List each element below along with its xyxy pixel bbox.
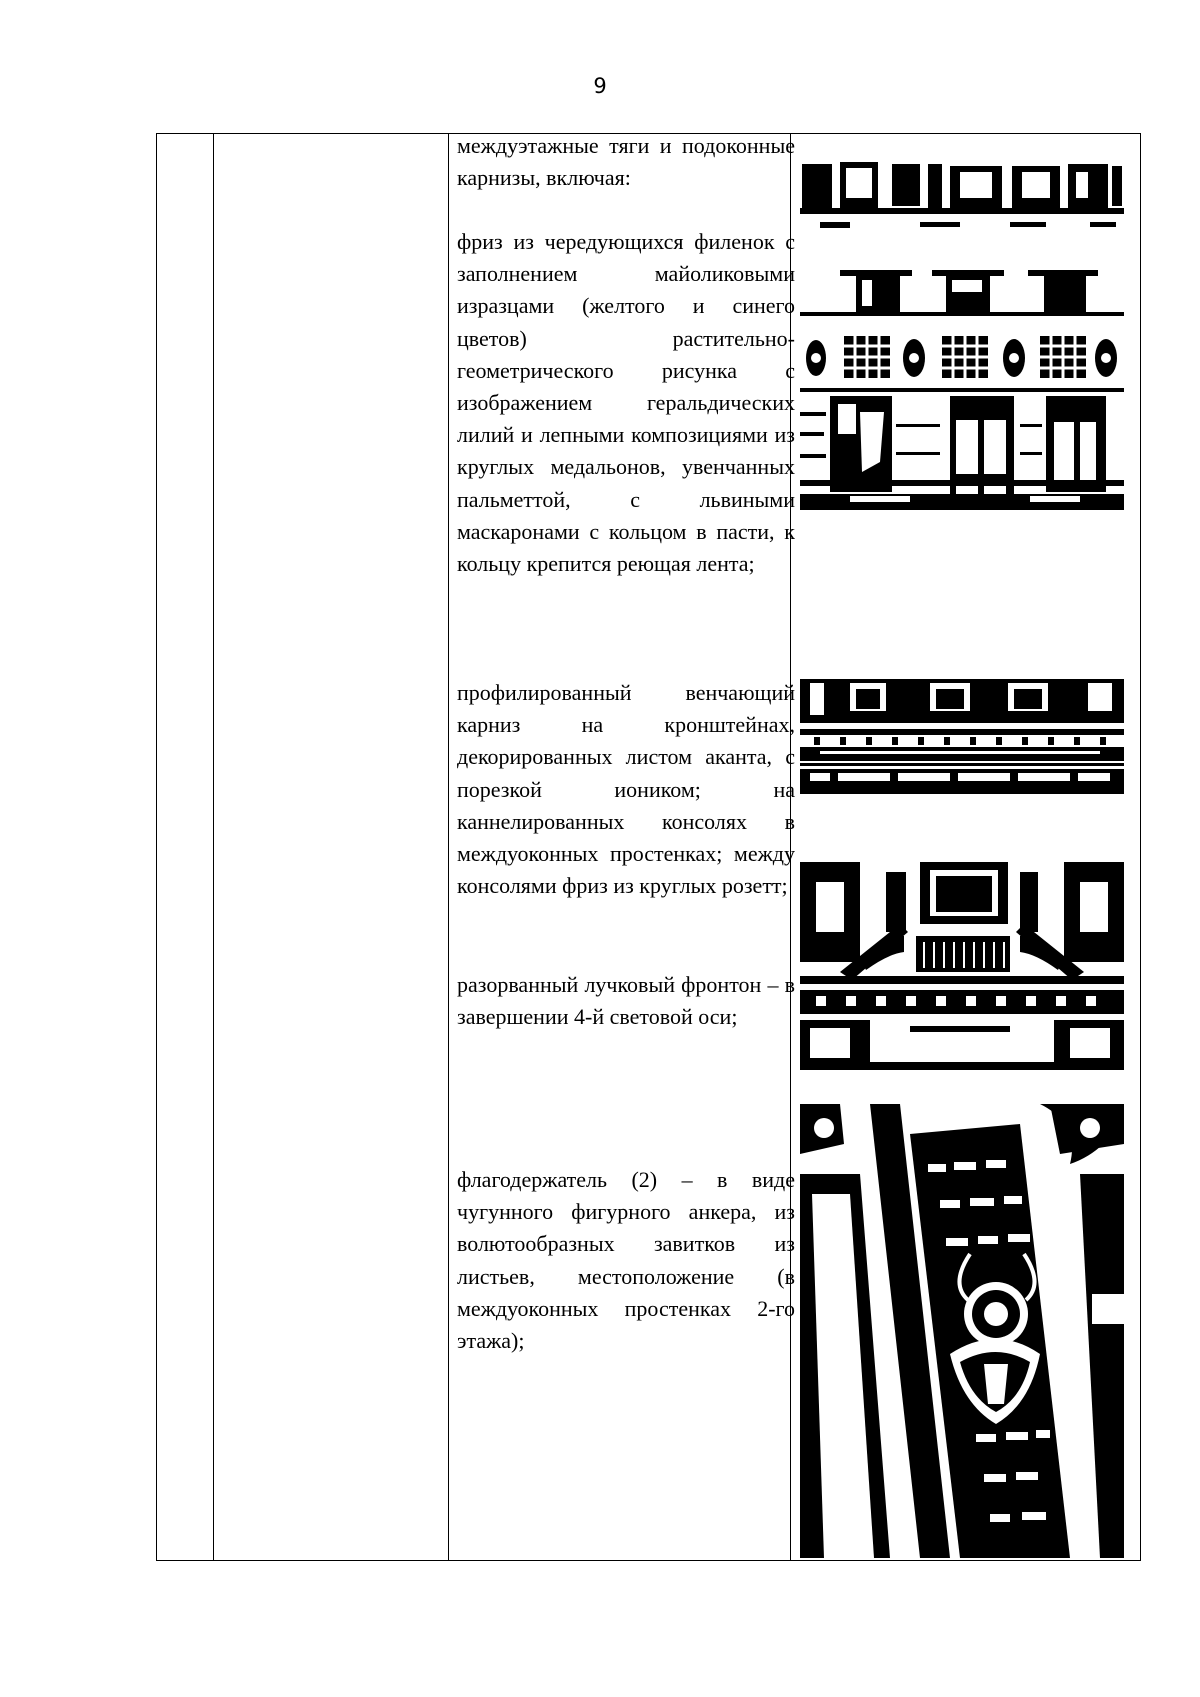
text-crowning-cornice: профилированный венчающий карниз на кронштейнах, декорированных листом аканта, с порезкой иоником; на каннелированных консолях в междуоконных простенках; между консолями фриз из круглых розетт; <box>457 680 795 899</box>
text-frieze-description: фриз из чередующихся филенок с заполнением майоликовыми изразцами (желтого и синего цветов) растительно-геометрического рисунка с изображением геральдических лилий и лепными композициями из круглых медальонов, увенчанных пальметтой, с львиными маскаронами с кольцом в пасти, к кольцу крепится реющая лента; <box>457 229 795 577</box>
page-number: 9 <box>593 74 607 98</box>
column-divider-1 <box>213 134 214 1560</box>
flag-holder-photo <box>800 1104 1124 1558</box>
monument-features-table <box>156 133 1141 1561</box>
text-flag-holder: флагодержатель (2) – в виде чугунного фигурного анкера, из волютообразных завитков из листьев, местоположение (в междуоконных простенках 2-го этажа); <box>457 1167 795 1354</box>
broken-pediment-photo <box>800 862 1124 1070</box>
text-intertier-cornices: междуэтажные тяги и подоконные карнизы, включая: <box>457 133 795 191</box>
facade-frieze-photo <box>800 162 1124 510</box>
column-divider-2 <box>448 134 449 1560</box>
crowning-cornice-photo <box>800 679 1124 794</box>
text-broken-pediment: разорванный лучковый фронтон – в завершении 4-й световой оси; <box>457 972 795 1030</box>
